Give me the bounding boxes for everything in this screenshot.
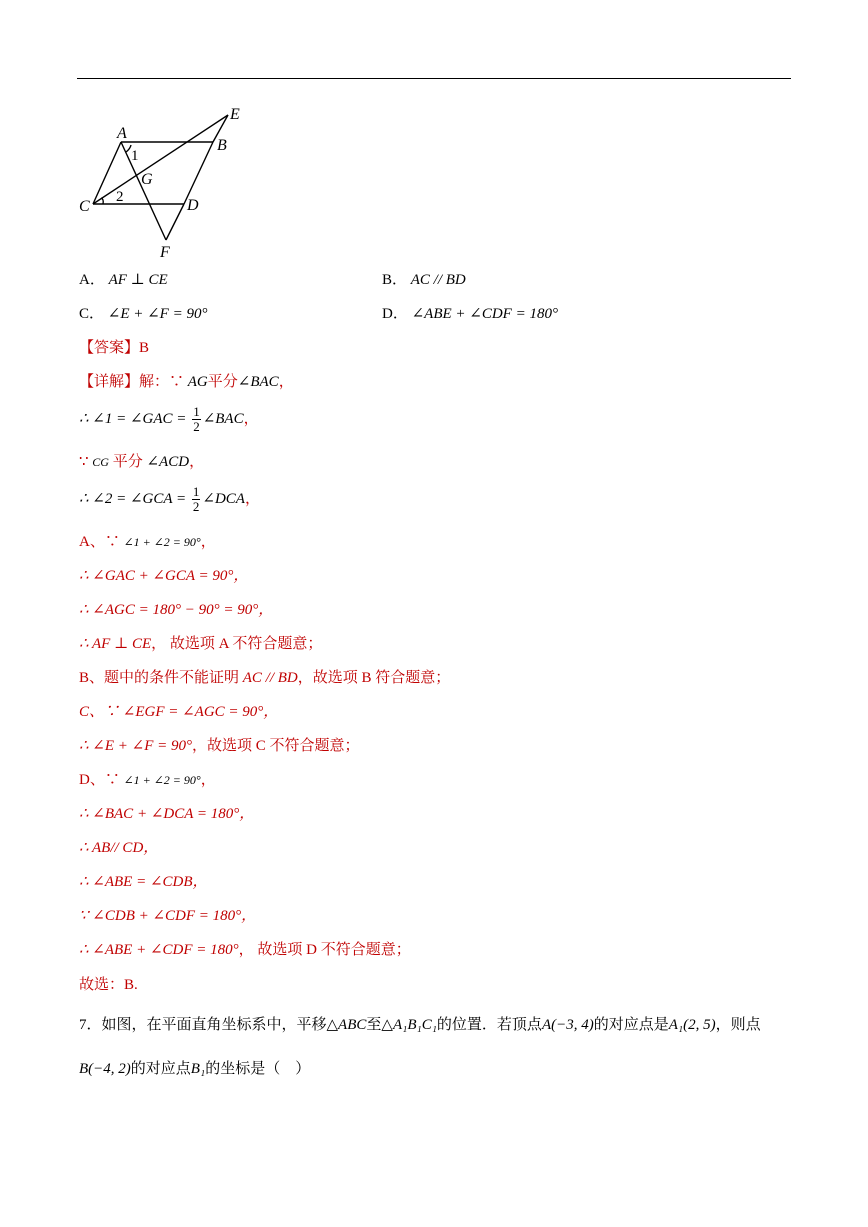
segment-df (166, 204, 184, 240)
label-b: B (217, 137, 227, 154)
segment-af (121, 142, 166, 240)
solution-line-11: ∴ ∠E + ∠F = 90°，故选项 C 不符合题意； (79, 738, 360, 754)
question-7-line-1: 7．如图，在平面直角坐标系中，平移△ABC至△A₁B₁C₁的位置．若顶点A(−3, 4)的对应点是A₁(2, 5)，则点 (79, 1017, 761, 1033)
solution-line-18: 故选：B. (79, 977, 138, 993)
label-e: E (230, 106, 240, 123)
solution-line-8: ∴ AF ⊥ CE， 故选项 A 不符合题意； (79, 636, 323, 652)
question-7-line-2: B(−4, 2)的对应点B₁的坐标是（ ） (79, 1061, 311, 1077)
solution-line-15: ∴ ∠ABE = ∠CDB， (79, 874, 208, 890)
geometry-figure (70, 100, 260, 265)
solution-line-14: ∴ AB// CD， (79, 840, 159, 856)
label-f: F (160, 244, 170, 261)
solution-line-10: C、∵ ∠EGF = ∠AGC = 90°， (79, 704, 279, 720)
solution-line-13: ∴ ∠BAC + ∠DCA = 180°， (79, 806, 255, 822)
option-b: B． AC // BD (382, 272, 466, 288)
option-c: C． ∠E + ∠F = 90° (79, 306, 208, 322)
solution-line-2: ∴ ∠1 = ∠GAC = $\frac{1}{2}$ ∠BAC， (79, 404, 259, 435)
label-g: G (141, 171, 153, 188)
answer-line: 【答案】B (79, 340, 150, 356)
solution-line-9: B、题中的条件不能证明 AC // BD，故选项 B 符合题意； (79, 670, 451, 686)
solution-line-3: ∵ CG 平分 ∠ACD， (79, 454, 205, 470)
solution-line-5: A、∵ ∠1 + ∠2 = 90°， (79, 534, 216, 550)
label-d: D (187, 197, 199, 214)
solution-line-6: ∴ ∠GAC + ∠GCA = 90°， (79, 568, 249, 584)
solution-line-16: ∵ ∠CDB + ∠CDF = 180°， (79, 908, 257, 924)
label-angle-2: 2 (116, 189, 124, 205)
header-rule (77, 78, 791, 79)
segment-bd (184, 142, 213, 204)
solution-line-7: ∴ ∠AGC = 180° − 90° = 90°， (79, 602, 274, 618)
label-angle-1: 1 (131, 148, 139, 164)
label-a: A (117, 125, 127, 142)
option-a: A． AF ⊥ CE (79, 272, 168, 288)
solution-line-4: ∴ ∠2 = ∠GCA = $\frac{1}{2}$ ∠DCA， (79, 484, 260, 515)
label-c: C (79, 198, 90, 215)
solution-line-12: D、∵ ∠1 + ∠2 = 90°， (79, 772, 216, 788)
solution-line-1: 【详解】解：∵ AG平分∠BAC， (79, 374, 294, 390)
solution-line-17: ∴ ∠ABE + ∠CDF = 180°， 故选项 D 不符合题意； (79, 942, 411, 958)
angle-2-arc (101, 198, 103, 204)
option-d: D． ∠ABE + ∠CDF = 180° (382, 306, 558, 322)
